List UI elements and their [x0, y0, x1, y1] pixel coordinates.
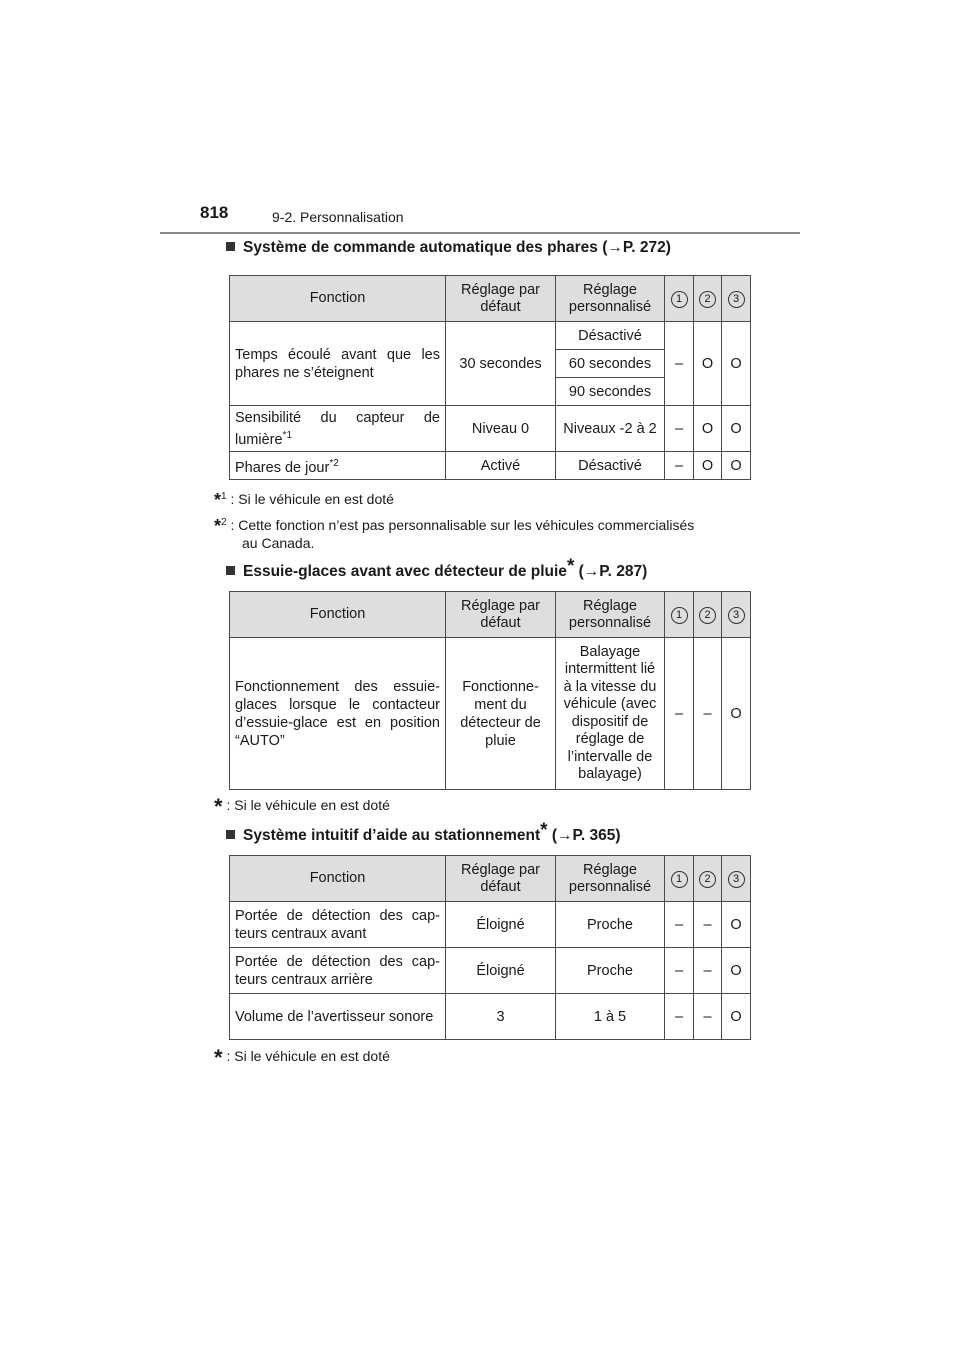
column-header-function: Fonction — [230, 856, 446, 902]
function-cell: Volume de l’avertisseur sonore — [230, 994, 446, 1040]
method-cell: O — [722, 452, 751, 480]
method-cell: – — [694, 638, 722, 790]
default-cell: Éloigné — [446, 948, 556, 994]
function-cell: Phares de jour$^{*2}$ — [230, 452, 446, 480]
column-header-method-1 — [665, 856, 694, 902]
method-cell: – — [694, 902, 722, 948]
settings-table-parking-assist — [229, 855, 751, 1040]
method-cell: O — [694, 406, 722, 452]
custom-cell: 60 secondes — [556, 350, 665, 378]
column-header-custom: Réglage personnalisé — [556, 592, 665, 638]
chapter-title: 9-2. Personnalisation — [272, 209, 404, 225]
method-cell: O — [722, 322, 751, 406]
circled-number-icon: 2 — [699, 607, 716, 624]
bullet-square-icon — [226, 830, 235, 839]
column-header-function: Fonction — [230, 592, 446, 638]
page-reference[interactable]: (→P. 287) — [574, 563, 648, 580]
function-cell: Sensibilité du capteur de lumière$^{*1}$ — [230, 406, 446, 452]
method-cell: O — [722, 902, 751, 948]
page-number: 818 — [200, 203, 229, 222]
custom-cell: Proche — [556, 902, 665, 948]
section-heading-headlights — [226, 239, 671, 257]
method-cell: O — [722, 638, 751, 790]
circled-number-icon: 3 — [728, 871, 745, 888]
column-header-default: Réglage par défaut — [446, 856, 556, 902]
function-cell: Temps écoulé avant que les phares ne s’éteignent — [230, 322, 446, 406]
default-cell: Activé — [446, 452, 556, 480]
page-reference[interactable]: →P. 272) — [607, 239, 671, 256]
column-header-custom: Réglage personnalisé — [556, 276, 665, 322]
method-cell: – — [665, 638, 694, 790]
table-row — [230, 452, 751, 480]
method-cell: O — [722, 406, 751, 452]
circled-number-icon: 2 — [699, 871, 716, 888]
column-header-method-1 — [665, 592, 694, 638]
function-cell: Portée de détection des cap-teurs centraux avant — [230, 902, 446, 948]
settings-table-headlights — [229, 275, 751, 480]
footnote-2: *$^2$ : Cette fonction n’est pas personnalisable sur les véhicules commercialisés au Canada. — [214, 516, 695, 551]
column-header-function: Fonction — [230, 276, 446, 322]
column-header-method-2 — [694, 856, 722, 902]
table-row — [230, 994, 751, 1040]
page-reference[interactable]: (→P. 365) — [547, 827, 621, 844]
method-cell: – — [665, 948, 694, 994]
column-header-default: Réglage par défaut — [446, 276, 556, 322]
footnote-3: * : Si le véhicule en est doté — [214, 794, 390, 819]
method-cell: – — [694, 994, 722, 1040]
section-heading-parking-assist: Système intuitif d’aide au stationnement* (→P. 365) — [226, 824, 621, 846]
bullet-square-icon — [226, 242, 235, 251]
section-heading-rain-wipers: Essuie-glaces avant avec détecteur de pluie* (→P. 287) — [226, 560, 647, 582]
method-cell: – — [665, 406, 694, 452]
function-cell: Portée de détection des cap-teurs centraux arrière — [230, 948, 446, 994]
custom-cell: Balayage intermittent lié à la vitesse du véhicule (avec dispositif de réglage de l’intervalle de balayage) — [556, 638, 665, 790]
column-header-method-1 — [665, 276, 694, 322]
table-row — [230, 902, 751, 948]
circled-number-icon: 2 — [699, 291, 716, 308]
column-header-method-3 — [722, 276, 751, 322]
method-cell: O — [694, 452, 722, 480]
default-cell: Fonctionne-ment du détecteur de pluie — [446, 638, 556, 790]
default-cell: 3 — [446, 994, 556, 1040]
method-cell: – — [665, 902, 694, 948]
method-cell: O — [722, 994, 751, 1040]
custom-cell: Niveaux -2 à 2 — [556, 406, 665, 452]
bullet-square-icon — [226, 566, 235, 575]
circled-number-icon: 3 — [728, 291, 745, 308]
footnote-4: * : Si le véhicule en est doté — [214, 1045, 390, 1070]
custom-cell: 90 secondes — [556, 378, 665, 406]
footnote-1: *$^1$ : Si le véhicule en est doté — [214, 490, 394, 510]
table-row — [230, 406, 751, 452]
column-header-method-3 — [722, 592, 751, 638]
header-divider — [160, 232, 800, 234]
method-cell: – — [665, 452, 694, 480]
column-header-custom: Réglage personnalisé — [556, 856, 665, 902]
heading-text: Système de commande automatique des phares ( — [243, 239, 608, 256]
circled-number-icon: 1 — [671, 291, 688, 308]
custom-cell: Désactivé — [556, 322, 665, 350]
circled-number-icon: 1 — [671, 607, 688, 624]
heading-text: Système intuitif d’aide au stationnement — [243, 827, 541, 844]
heading-text: Essuie-glaces avant avec détecteur de pluie — [243, 563, 567, 580]
function-cell: Fonctionnement des essuie-glaces lorsque le contacteur d’essuie-glace est en position “AUTO” — [230, 638, 446, 790]
method-cell: O — [722, 948, 751, 994]
column-header-method-2 — [694, 592, 722, 638]
default-cell: Éloigné — [446, 902, 556, 948]
custom-cell: Proche — [556, 948, 665, 994]
settings-table-rain-wipers — [229, 591, 751, 790]
default-cell: 30 secondes — [446, 322, 556, 406]
table-row — [230, 322, 751, 350]
table-row — [230, 638, 751, 790]
default-cell: Niveau 0 — [446, 406, 556, 452]
custom-cell: 1 à 5 — [556, 994, 665, 1040]
method-cell: – — [665, 322, 694, 406]
circled-number-icon: 1 — [671, 871, 688, 888]
column-header-method-2 — [694, 276, 722, 322]
custom-cell: Désactivé — [556, 452, 665, 480]
method-cell: – — [694, 948, 722, 994]
method-cell: O — [694, 322, 722, 406]
method-cell: – — [665, 994, 694, 1040]
column-header-default: Réglage par défaut — [446, 592, 556, 638]
column-header-method-3 — [722, 856, 751, 902]
table-row — [230, 948, 751, 994]
circled-number-icon: 3 — [728, 607, 745, 624]
